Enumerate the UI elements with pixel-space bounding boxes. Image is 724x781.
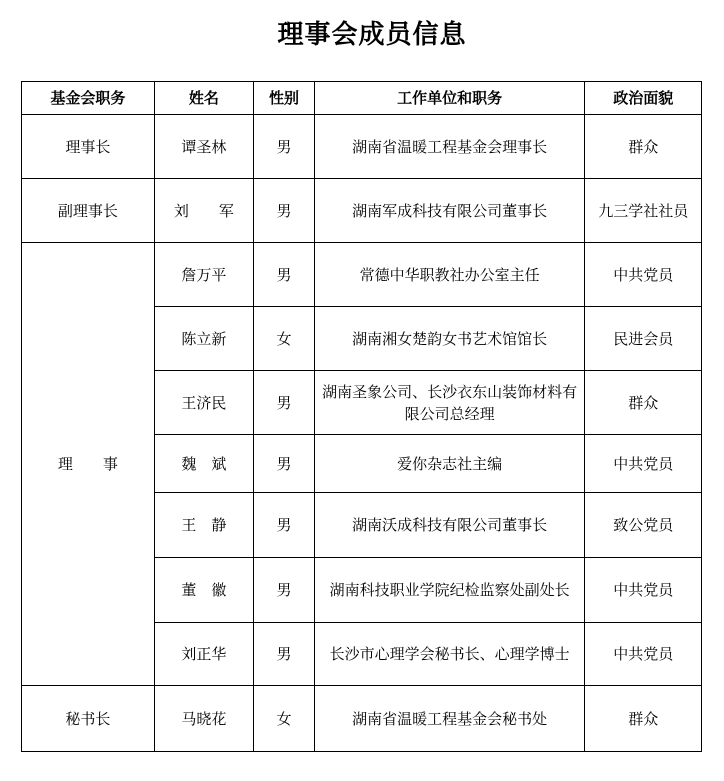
table-row: [22, 243, 702, 307]
cell-name: 董 徽: [154, 558, 253, 623]
cell-political: 九三学社社员: [585, 179, 702, 243]
cell-work: 湖南军成科技有限公司董事长: [314, 179, 585, 243]
cell-role: 理 事: [22, 243, 155, 686]
cell-name: 詹万平: [154, 243, 253, 307]
cell-name: 王济民: [154, 371, 253, 435]
cell-name: 陈立新: [154, 307, 253, 371]
header-role: 基金会职务: [22, 82, 155, 115]
cell-gender: 女: [254, 307, 315, 371]
cell-role: 副理事长: [22, 179, 155, 243]
cell-work: 湖南圣象公司、长沙衣东山装饰材料有限公司总经理: [314, 371, 585, 435]
table-body: [22, 115, 702, 752]
cell-gender: 男: [254, 179, 315, 243]
table-row: [22, 686, 702, 752]
cell-political: 群众: [585, 371, 702, 435]
cell-name: 马晓花: [154, 686, 253, 752]
cell-gender: 男: [254, 493, 315, 558]
cell-gender: 女: [254, 686, 315, 752]
table-header: [22, 82, 702, 115]
cell-political: 致公党员: [585, 493, 702, 558]
cell-gender: 男: [254, 371, 315, 435]
cell-political: 中共党员: [585, 435, 702, 493]
cell-work: 湖南省温暖工程基金会秘书处: [314, 686, 585, 752]
cell-gender: 男: [254, 558, 315, 623]
cell-political: 群众: [585, 115, 702, 179]
cell-political: 中共党员: [585, 558, 702, 623]
cell-gender: 男: [254, 435, 315, 493]
cell-name: 刘正华: [154, 623, 253, 686]
page-title: 理事会成员信息: [277, 20, 467, 50]
cell-work: 湖南科技职业学院纪检监察处副处长: [314, 558, 585, 623]
header-work: 工作单位和职务: [314, 82, 585, 115]
cell-work: 湖南湘女楚韵女书艺术馆馆长: [314, 307, 585, 371]
cell-political: 中共党员: [585, 243, 702, 307]
cell-name: 谭圣林: [154, 115, 253, 179]
cell-name: 王 静: [154, 493, 253, 558]
cell-political: 中共党员: [585, 623, 702, 686]
cell-gender: 男: [254, 623, 315, 686]
cell-gender: 男: [254, 243, 315, 307]
header-gender: 性别: [254, 82, 315, 115]
table-row: [22, 179, 702, 243]
cell-work: 湖南省温暖工程基金会理事长: [314, 115, 585, 179]
cell-work: 湖南沃成科技有限公司董事长: [314, 493, 585, 558]
cell-political: 群众: [585, 686, 702, 752]
cell-name: 刘 军: [154, 179, 253, 243]
header-political: 政治面貌: [585, 82, 702, 115]
table-row: [22, 115, 702, 179]
header-name: 姓名: [154, 82, 253, 115]
members-table: [21, 81, 702, 752]
cell-work: 常德中华职教社办公室主任: [314, 243, 585, 307]
cell-political: 民进会员: [585, 307, 702, 371]
cell-name: 魏 斌: [154, 435, 253, 493]
cell-gender: 男: [254, 115, 315, 179]
cell-role: 秘书长: [22, 686, 155, 752]
cell-work: 长沙市心理学会秘书长、心理学博士: [314, 623, 585, 686]
header-row: [22, 82, 702, 115]
cell-work: 爱你杂志社主编: [314, 435, 585, 493]
cell-role: 理事长: [22, 115, 155, 179]
